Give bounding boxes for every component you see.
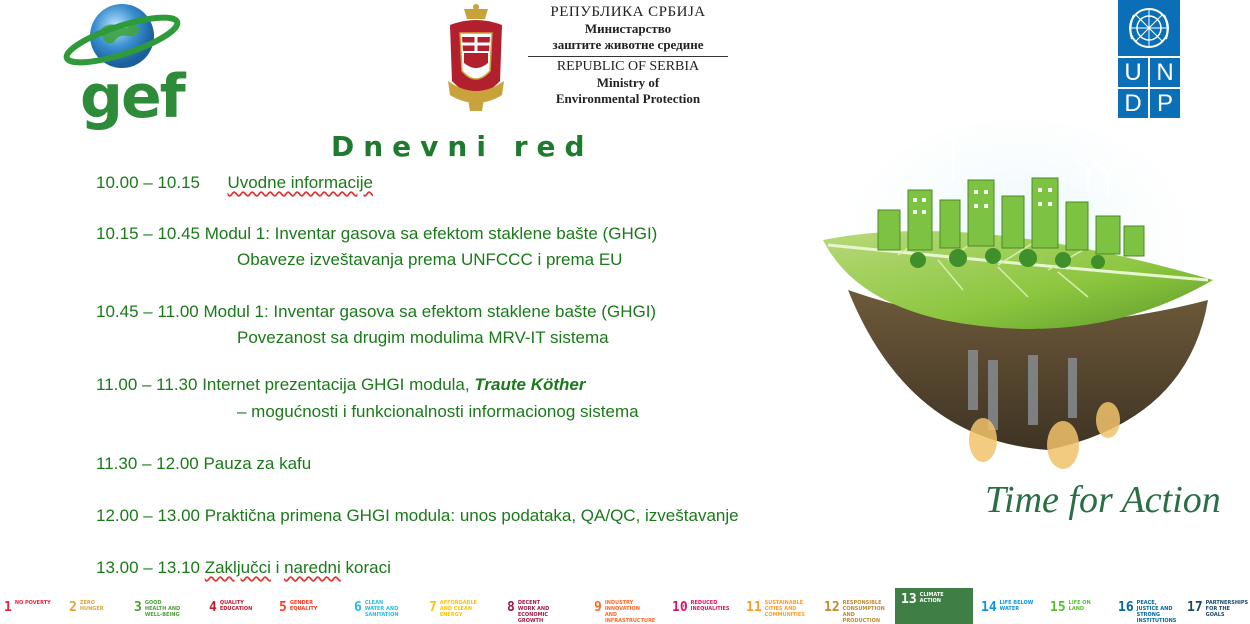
sdg-number: 13 bbox=[901, 592, 917, 607]
agenda-text: Praktična primena GHGI modula: unos podataka, QA/QC, izveštavanje bbox=[204, 506, 739, 525]
sdg-number: 12 bbox=[824, 600, 840, 615]
sdg-goal-14 bbox=[981, 588, 1038, 624]
agenda-time: 10.15 – 10.45 bbox=[96, 224, 200, 243]
sdg-label: CLIMATE ACTION bbox=[919, 592, 944, 604]
gef-wordmark: gef bbox=[80, 62, 184, 132]
ministry-header bbox=[528, 4, 728, 107]
sdg-label: CLEAN WATER AND SANITATION bbox=[364, 600, 399, 618]
sdg-goal-5 bbox=[279, 588, 328, 624]
agenda-text: Internet prezentacija GHGI modula, bbox=[202, 375, 470, 394]
sdg-label: DECENT WORK AND ECONOMIC GROWTH bbox=[517, 600, 550, 624]
agenda-time: 12.00 – 13.00 bbox=[96, 506, 200, 525]
sdg-goal-1 bbox=[4, 588, 53, 624]
undp-letter: D bbox=[1118, 89, 1148, 118]
agenda-item bbox=[96, 224, 657, 244]
sdg-label: GENDER EQUALITY bbox=[289, 600, 318, 612]
agenda-item bbox=[96, 454, 311, 474]
agenda-item bbox=[96, 558, 391, 578]
sdg-number: 3 bbox=[134, 600, 142, 615]
agenda-text: Pauza za kafu bbox=[203, 454, 312, 473]
agenda-item bbox=[96, 375, 586, 395]
agenda-text: koraci bbox=[340, 558, 391, 577]
agenda-time: 10.00 – 10.15 bbox=[96, 173, 200, 192]
sdg-label: SUSTAINABLE CITIES AND COMMUNITIES bbox=[764, 600, 805, 618]
sdg-number: 5 bbox=[279, 600, 287, 615]
sdg-number: 7 bbox=[429, 600, 437, 615]
agenda-text: Zaključci bbox=[204, 558, 271, 577]
undp-logo bbox=[1118, 0, 1180, 118]
sdg-goal-3 bbox=[134, 588, 183, 624]
sdg-number: 10 bbox=[672, 600, 688, 615]
agenda-time: 11.00 – 11.30 bbox=[96, 375, 198, 394]
sdg-goal-2 bbox=[69, 588, 118, 624]
sdg-label: INDUSTRY INNOVATION AND INFRASTRUCTURE bbox=[604, 600, 656, 624]
agenda-item bbox=[96, 302, 656, 322]
undp-letter: P bbox=[1150, 89, 1180, 118]
agenda-item bbox=[96, 506, 739, 526]
sdg-number: 15 bbox=[1050, 600, 1066, 615]
sdg-number: 11 bbox=[746, 600, 762, 615]
sdg-number: 6 bbox=[354, 600, 362, 615]
ministry-cyr-name-1: Министарство bbox=[584, 21, 672, 36]
sdg-goal-4 bbox=[209, 588, 258, 624]
sdg-goal-10 bbox=[672, 588, 729, 624]
sdg-label: AFFORDABLE AND CLEAN ENERGY bbox=[439, 600, 478, 618]
gef-logo bbox=[62, 0, 182, 135]
sdg-number: 8 bbox=[507, 600, 515, 615]
agenda-time: 10.45 – 11.00 bbox=[96, 302, 199, 321]
sdg-goal-8 bbox=[507, 588, 556, 624]
sdg-label: QUALITY EDUCATION bbox=[219, 600, 253, 612]
green-city-leaf-illustration bbox=[818, 120, 1218, 480]
undp-letter: U bbox=[1118, 58, 1148, 87]
sdg-label: RESPONSIBLE CONSUMPTION AND PRODUCTION bbox=[842, 600, 885, 624]
ministry-cyr-name-2: заштите животне средине bbox=[552, 37, 704, 52]
sdg-number: 14 bbox=[981, 600, 997, 615]
sdg-number: 2 bbox=[69, 600, 77, 615]
sdg-number: 4 bbox=[209, 600, 217, 615]
agenda-subtext: – mogućnosti i funkcionalnosti informacionog sistema bbox=[237, 402, 639, 421]
agenda-subtext: Povezanost sa drugim modulima MRV-IT sistema bbox=[237, 328, 609, 347]
sdg-goal-12 bbox=[824, 588, 885, 624]
sdg-goal-15 bbox=[1050, 588, 1107, 624]
un-emblem-icon bbox=[1118, 0, 1180, 56]
agenda-text: i bbox=[270, 558, 285, 577]
sdg-label: GOOD HEALTH AND WELL-BEING bbox=[144, 600, 181, 618]
sdg-label: REDUCED INEQUALITIES bbox=[690, 600, 730, 612]
ministry-lat-country: REPUBLIC OF SERBIA bbox=[556, 59, 700, 74]
agenda-title: Dnevni red bbox=[331, 130, 594, 163]
agenda-subtext: Obaveze izveštavanja prema UNFCCC i prema EU bbox=[237, 250, 623, 269]
sdg-label: NO POVERTY bbox=[14, 600, 51, 606]
sdg-label: LIFE ON LAND bbox=[1068, 600, 1091, 612]
sdg-number: 17 bbox=[1187, 600, 1203, 615]
sdg-number: 9 bbox=[594, 600, 602, 615]
agenda-time: 13.00 – 13.10 bbox=[96, 558, 200, 577]
sdg-goal-7 bbox=[429, 588, 478, 624]
agenda-text: Modul 1: Inventar gasova sa efektom staklene bašte (GHGI) bbox=[204, 224, 658, 243]
agenda-text: Uvodne informacije bbox=[227, 173, 373, 192]
serbia-coat-of-arms bbox=[446, 3, 506, 115]
sdg-number: 1 bbox=[4, 600, 12, 615]
ministry-divider bbox=[528, 56, 728, 57]
ministry-lat-name-2: Environmental Protection bbox=[555, 91, 701, 106]
sdg-goal-17 bbox=[1187, 588, 1249, 624]
sdg-label: PARTNERSHIPS FOR THE GOALS bbox=[1205, 600, 1249, 618]
sdg-strip bbox=[0, 588, 1250, 624]
sdg-label: ZERO HUNGER bbox=[79, 600, 104, 612]
sdg-goal-6 bbox=[354, 588, 403, 624]
agenda-text: naredni bbox=[284, 558, 341, 577]
sdg-label: PEACE, JUSTICE AND STRONG INSTITUTIONS bbox=[1136, 600, 1177, 624]
sdg-label: LIFE BELOW WATER bbox=[999, 600, 1034, 612]
sdg-goal-11 bbox=[746, 588, 803, 624]
ministry-cyr-country: РЕПУБЛИКА СРБИЈА bbox=[550, 4, 706, 20]
tagline: Time for Action bbox=[985, 479, 1221, 521]
agenda-time: 11.30 – 12.00 bbox=[96, 454, 199, 473]
agenda-item bbox=[96, 173, 373, 193]
sdg-number: 16 bbox=[1118, 600, 1134, 615]
sdg-goal-16 bbox=[1118, 588, 1175, 624]
agenda-text: Modul 1: Inventar gasova sa efektom staklene bašte (GHGI) bbox=[203, 302, 657, 321]
undp-letter: N bbox=[1150, 58, 1180, 87]
sdg-goal-9 bbox=[594, 588, 656, 624]
sdg-goal-13 bbox=[895, 588, 973, 624]
ministry-lat-name-1: Ministry of bbox=[596, 75, 660, 90]
presenter-name: Traute Köther bbox=[474, 375, 586, 394]
